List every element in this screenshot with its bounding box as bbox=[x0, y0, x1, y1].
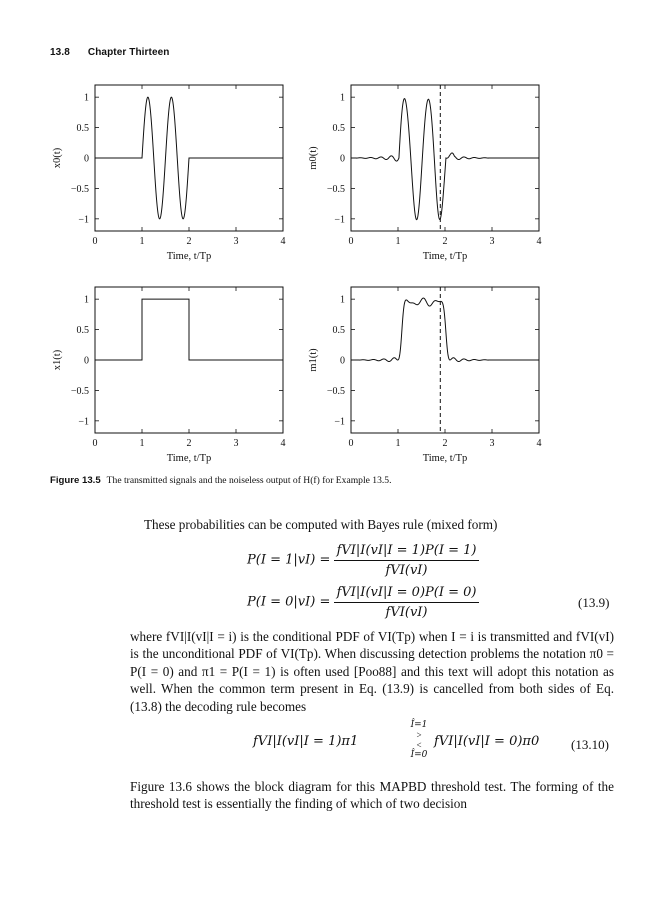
figure-caption-text: The transmitted signals and the noiseless output of H(f) for Example 13.5. bbox=[106, 475, 392, 486]
running-head bbox=[50, 47, 170, 58]
eq2-lhs: P(I = 0|vI) = bbox=[247, 594, 331, 610]
x-axis-label: Time, t/Tp bbox=[422, 453, 468, 464]
rule-right-side: fVI|I(vI|I = 0)π0 bbox=[434, 734, 540, 749]
x-tick-label: 3 bbox=[489, 236, 495, 247]
plot-x1 bbox=[40, 287, 300, 472]
rule-greater-sign: > bbox=[416, 730, 422, 740]
x-tick-label: 0 bbox=[92, 438, 98, 449]
y-axis-label: x0(t) bbox=[52, 147, 63, 169]
body-paragraph-3: Figure 13.6 shows the block diagram for this MAPBD threshold test. The forming of the threshold test is essentially the finding of which of two decision bbox=[130, 779, 614, 812]
y-tick-label: 0 bbox=[84, 355, 89, 367]
y-axis-label: m1(t) bbox=[308, 348, 319, 372]
x-tick-label: 4 bbox=[536, 438, 542, 449]
x-axis-label: Time, t/Tp bbox=[166, 251, 212, 262]
x-tick-label: 2 bbox=[186, 236, 192, 247]
eq2-denominator: fVI(vI) bbox=[385, 605, 428, 620]
rule-left-side: fVI|I(vI|I = 1)π1 bbox=[253, 734, 359, 749]
x-tick-label: 1 bbox=[395, 438, 401, 449]
rule-comparator bbox=[408, 720, 430, 760]
x-tick-label: 2 bbox=[442, 236, 448, 247]
x-tick-label: 1 bbox=[139, 236, 145, 247]
chapter-title: Chapter Thirteen bbox=[87, 47, 170, 58]
section-number: 13.8 bbox=[50, 47, 70, 58]
eq1-denominator: fVI(vI) bbox=[385, 563, 428, 578]
y-tick-label: −1 bbox=[78, 214, 89, 226]
equation-posterior-0 bbox=[247, 585, 479, 620]
equation-posterior-1 bbox=[247, 543, 479, 578]
x-tick-label: 1 bbox=[139, 438, 145, 449]
x-tick-label: 2 bbox=[442, 438, 448, 449]
y-axis-label: m0(t) bbox=[308, 146, 319, 170]
y-tick-label: −1 bbox=[334, 416, 345, 428]
y-tick-label: 0.5 bbox=[332, 123, 345, 135]
y-tick-label: 0.5 bbox=[76, 325, 89, 337]
y-tick-label: 0.5 bbox=[332, 325, 345, 337]
x-tick-label: 0 bbox=[348, 236, 354, 247]
x-tick-label: 4 bbox=[280, 438, 286, 449]
eq1-lhs: P(I = 1|vI) = bbox=[247, 552, 331, 568]
plot-m1 bbox=[296, 287, 556, 472]
figure-label: Figure 13.5 bbox=[50, 475, 101, 486]
x-axis-label: Time, t/Tp bbox=[166, 453, 212, 464]
signal-line bbox=[351, 298, 539, 361]
intro-paragraph: These probabilities can be computed with Bayes rule (mixed form) bbox=[144, 517, 498, 532]
y-tick-label: 1 bbox=[84, 92, 89, 104]
y-tick-label: −0.5 bbox=[326, 385, 345, 397]
rule-top-label: Î=1 bbox=[410, 720, 428, 730]
x-tick-label: 4 bbox=[280, 236, 286, 247]
y-tick-label: −0.5 bbox=[326, 183, 345, 195]
signal-line bbox=[351, 99, 539, 220]
equation-number-13-9: (13.9) bbox=[578, 595, 610, 610]
plot-m0 bbox=[296, 85, 556, 270]
y-tick-label: 1 bbox=[84, 294, 89, 306]
y-tick-label: −0.5 bbox=[70, 183, 89, 195]
y-tick-label: 1 bbox=[340, 294, 345, 306]
signal-line bbox=[95, 97, 283, 219]
eq1-numerator: fVI|I(vI|I = 1)P(I = 1) bbox=[334, 543, 480, 561]
y-tick-label: −1 bbox=[78, 416, 89, 428]
figure-caption bbox=[50, 475, 391, 486]
body-paragraph-2: where fVI|I(vI|I = i) is the conditional PDF of VI(Tp) when I = i is transmitted and fVI(vI) is the unconditional PDF of VI(Tp). When discussing detection problems the notation π0 = P(I = 0) and π1 = P(I = 1) is often used [Poo88] and this text will adopt this notation as well. When the common term present in Eq. (13.9) is cancelled from both sides of Eq. (13.8) the decoding rule becomes bbox=[130, 629, 614, 714]
y-tick-label: −0.5 bbox=[70, 385, 89, 397]
y-tick-label: 1 bbox=[340, 92, 345, 104]
rule-bottom-label: Î=0 bbox=[410, 750, 428, 760]
equation-number-13-10: (13.10) bbox=[571, 737, 609, 752]
y-tick-label: 0 bbox=[340, 355, 345, 367]
eq2-numerator: fVI|I(vI|I = 0)P(I = 0) bbox=[334, 585, 480, 603]
y-tick-label: −1 bbox=[334, 214, 345, 226]
x-tick-label: 3 bbox=[489, 438, 495, 449]
signal-line bbox=[95, 299, 283, 360]
x-tick-label: 0 bbox=[348, 438, 354, 449]
x-tick-label: 2 bbox=[186, 438, 192, 449]
plot-x0 bbox=[40, 85, 300, 270]
y-tick-label: 0 bbox=[340, 153, 345, 165]
x-tick-label: 1 bbox=[395, 236, 401, 247]
rule-less-sign: < bbox=[416, 740, 422, 750]
x-tick-label: 4 bbox=[536, 236, 542, 247]
x-tick-label: 0 bbox=[92, 236, 98, 247]
x-tick-label: 3 bbox=[233, 438, 239, 449]
x-tick-label: 3 bbox=[233, 236, 239, 247]
y-tick-label: 0 bbox=[84, 153, 89, 165]
y-axis-label: x1(t) bbox=[52, 349, 63, 371]
x-axis-label: Time, t/Tp bbox=[422, 251, 468, 262]
y-tick-label: 0.5 bbox=[76, 123, 89, 135]
